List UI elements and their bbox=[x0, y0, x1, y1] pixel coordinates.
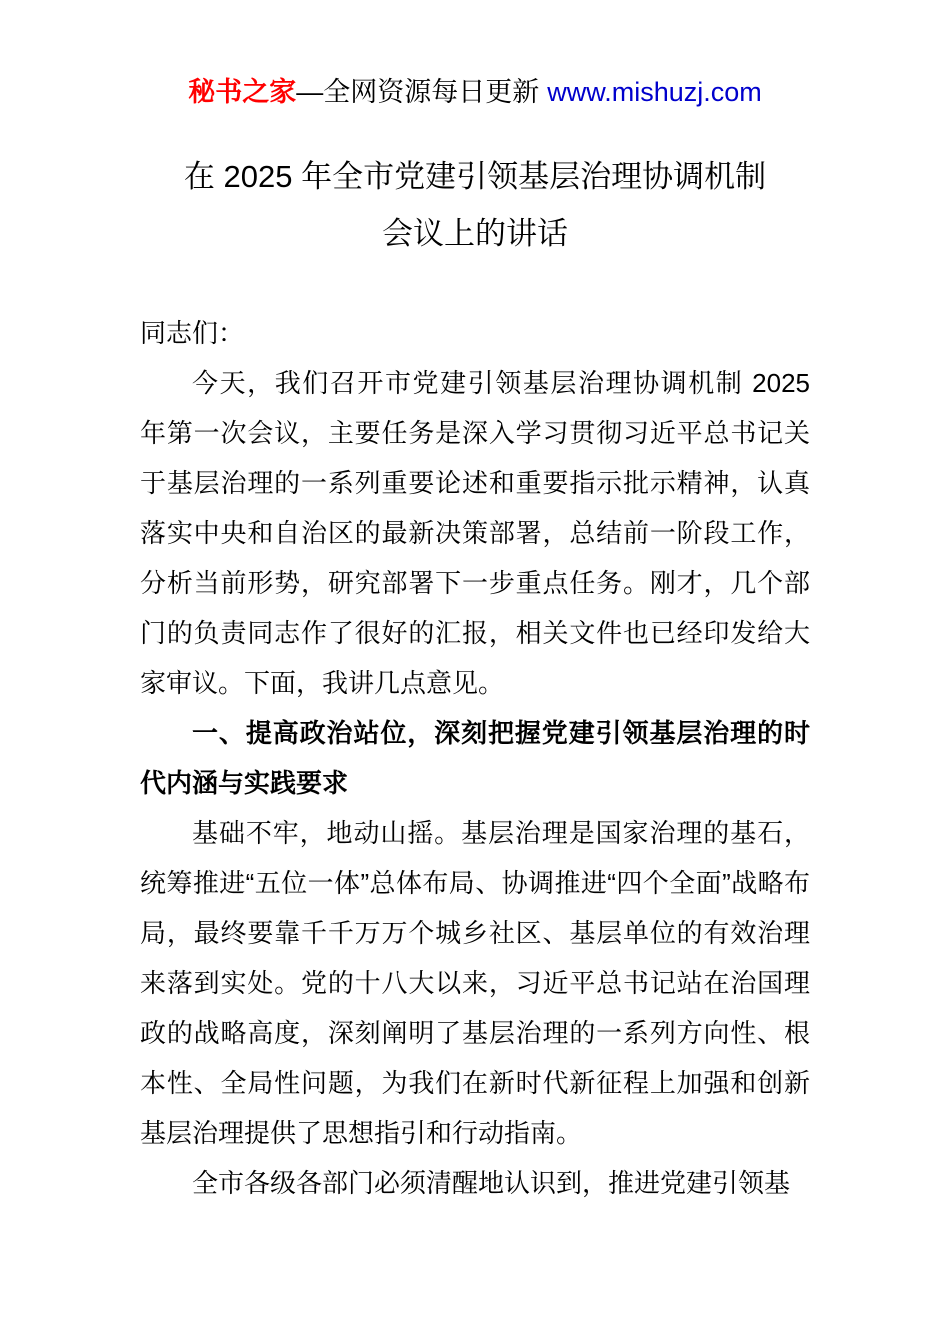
site-brand: 秘书之家 bbox=[188, 77, 297, 107]
paragraph: 基础不牢，地动山摇。基层治理是国家治理的基石，统筹推进“五位一体”总体布局、协调推进“四个全面”战略布局，最终要靠千千万万个城乡社区、基层单位的有效治理来落到实处。党的十八大以来，习近平总书记站在治国理政的战略高度，深刻阐明了基层治理的一系列方向性、根本性、全局性问题，为我们在新时代新征程上加强和创新基层治理提供了思想指引和行动指南。 bbox=[140, 818, 810, 1148]
site-header bbox=[140, 72, 810, 112]
document-body bbox=[140, 308, 810, 1208]
site-tagline: —全网资源每日更新 bbox=[296, 77, 540, 107]
document-title bbox=[140, 148, 810, 262]
document-title-line-1: 在 2025 年全市党建引领基层治理协调机制 bbox=[183, 159, 767, 194]
paragraph: 今天，我们召开市党建引领基层治理协调机制 2025 年第一次会议，主要任务是深入学习贯彻习近平总书记关于基层治理的一系列重要论述和重要指示批示精神，认真落实中央和自治区的最新决策部署，总结前一阶段工作，分析当前形势，研究部署下一步重点任务。刚才，几个部门的负责同志作了很好的汇报，相关文件也已经印发给大家审议。下面，我讲几点意见。 bbox=[140, 368, 810, 698]
salutation: 同志们： bbox=[140, 318, 245, 348]
document-title-line-2: 会议上的讲话 bbox=[382, 216, 568, 251]
site-url-link[interactable]: www.mishuzj.com bbox=[547, 77, 762, 107]
section-heading: 一、提高政治站位，深刻把握党建引领基层治理的时代内涵与实践要求 bbox=[140, 718, 810, 798]
paragraph: 全市各级各部门必须清醒地认识到，推进党建引领基 bbox=[192, 1168, 791, 1198]
